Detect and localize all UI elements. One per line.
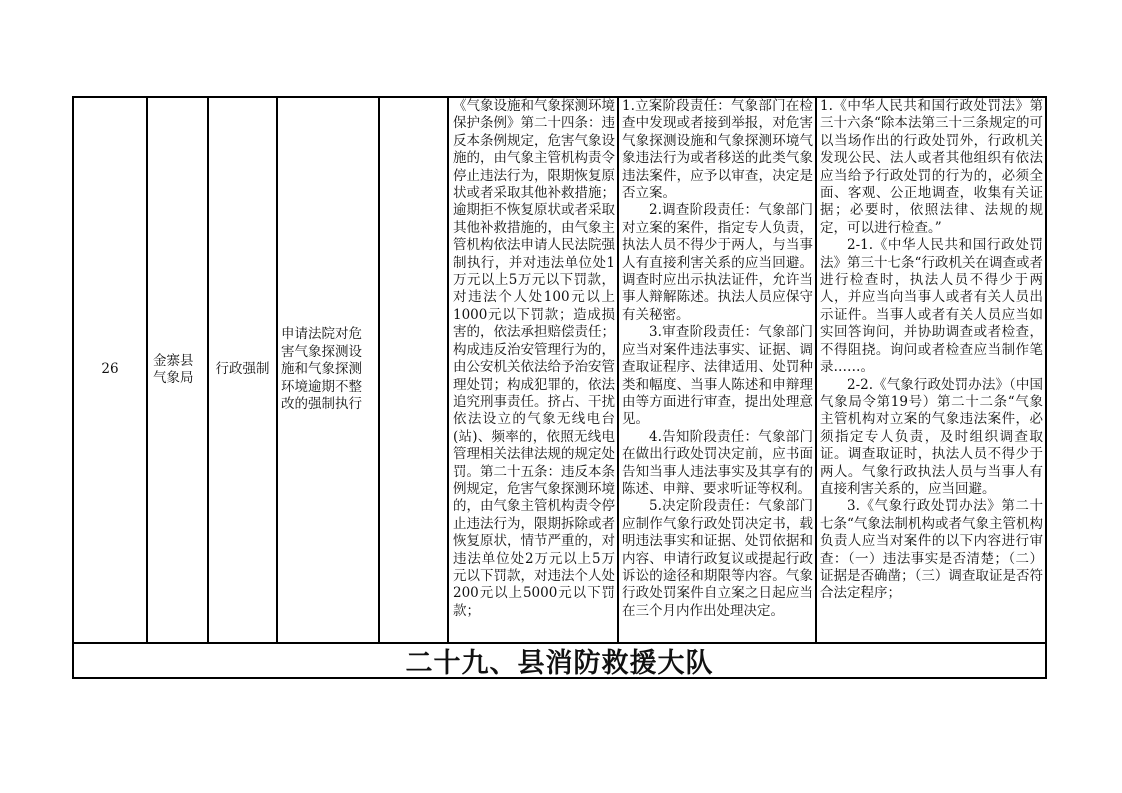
blank-cell <box>380 98 447 642</box>
responsibility-item: 4.告知阶段责任：气象部门在做出行政处罚决定前，应书面告知当事人违法事实及其享有的陈述、申辩、要求听证等权利。 <box>622 428 813 497</box>
section-heading <box>74 644 1045 677</box>
department-name: 金寨县气象局 <box>153 352 194 386</box>
row-number: 26 <box>101 361 119 378</box>
legal-ref-item: 2-2.《气象行政处罚办法》（中国气象局令第19号）第二十二条“气象主管机构对立案的气象违法案件，必须指定专人负责，及时组织调查取证。调查取证时，执法人员不得少于两人。气象行政执法人员与当事人有直接利害关系的，应当回避。 <box>820 376 1043 497</box>
type-cell <box>209 98 276 642</box>
item-cell <box>278 98 378 642</box>
table-right-border <box>1045 96 1047 678</box>
responsibility-item: 1.立案阶段责任：气象部门在检查中发现或者接到举报，对危害气象探测设施和气象探测环境气象违法行为或者移送的此类气象违法案件，应予以审查，决定是否立案。 <box>622 98 813 202</box>
responsibility-item: 5.决定阶段责任：气象部门应制作气象行政处罚决定书，载明违法事实和证据、处罚依据和内容、申请行政复议或提起行政诉讼的途径和期限等内容。气象行政处罚案件自立案之日起应当在三个月内作出处理决定。 <box>622 498 813 619</box>
responsibility-item: 2.调查阶段责任：气象部门对立案的案件，指定专人负责，执法人员不得少于两人，与当事人有直接利害关系的应当回避。调查时应出示执法证件，允许当事人辩解陈述。执法人员应保守有关秘密。 <box>622 202 813 323</box>
banner-bottom-border <box>72 677 1047 679</box>
department-cell <box>148 98 207 642</box>
legal-ref-item: 2-1.《中华人民共和国行政处罚法》第三十七条“行政机关在调查或者进行检查时，执法人员不得少于两人，并应当向当事人或者有关人员出示证件。当事人或者有关人员应当如实回答询问，并协助调查或者检查，不得阻挠。询问或者检查应当制作笔录……。 <box>820 237 1043 376</box>
col-divider-5 <box>447 96 449 643</box>
enforcement-type: 行政强制 <box>215 361 270 378</box>
row-number-cell <box>74 98 146 642</box>
section-heading-text: 二十九、县消防救援大队 <box>405 648 714 677</box>
responsibility-item: 3.审查阶段责任：气象部门应当对案件违法事实、证据、调查取证程序、法律适用、处罚种类和幅度、当事人陈述和申辩理由等方面进行审查，提出处理意见。 <box>622 324 813 428</box>
legal-basis-text: 《气象设施和气象探测环境保护条例》第二十四条：违反本条例规定，危害气象设施的，由气象主管机构责令停止违法行为，限期恢复原状或者采取其他补救措施；逾期拒不恢复原状或者采取其他补救措施的，由气象主管机构依法申请人民法院强制执行，并对违法单位处1万元以上5万元以下罚款，对违法个人处100元以上1000元以下罚款；造成损害的，依法承担赔偿责任；构成违反治安管理行为的，由公安机关依法给予治安管理处罚；构成犯罪的，依法追究刑事责任。挤占、干扰依法设立的气象无线电台(站)、频率的，依照无线电管理相关法律法规的规定处罚。第二十五条：违反本条例规定，危害气象探测环境的，由气象主管机构责令停止违法行为，限期拆除或者恢复原状，情节严重的，对违法单位处2万元以上5万元以下罚款，对违法个人处200元以上5000元以下罚款； <box>453 98 615 619</box>
enforcement-item: 申请法院对危害气象探测设施和气象探测环境逾期不整改的强制执行 <box>281 326 362 413</box>
legal-ref-item: 3.《气象行政处罚办法》第二十七条“气象法制机构或者气象主管机构负责人应当对案件的以下内容进行审查：（一）违法事实是否清楚；（二）证据是否确凿；（三）调查取证是否符合法定程序； <box>820 498 1043 602</box>
basis-cell <box>450 98 617 642</box>
responsibility-cell <box>619 98 815 642</box>
legal-ref-item: 1.《中华人民共和国行政处罚法》第三十六条“除本法第三十三条规定的可以当场作出的行政处罚外，行政机关发现公民、法人或者其他组织有依法应当给予行政处罚的行为的，必须全面、客观、公正地调查，收集有关证据；必要时，依照法律、法规的规定，可以进行检查。” <box>820 98 1043 236</box>
legal-ref-cell <box>817 98 1045 642</box>
